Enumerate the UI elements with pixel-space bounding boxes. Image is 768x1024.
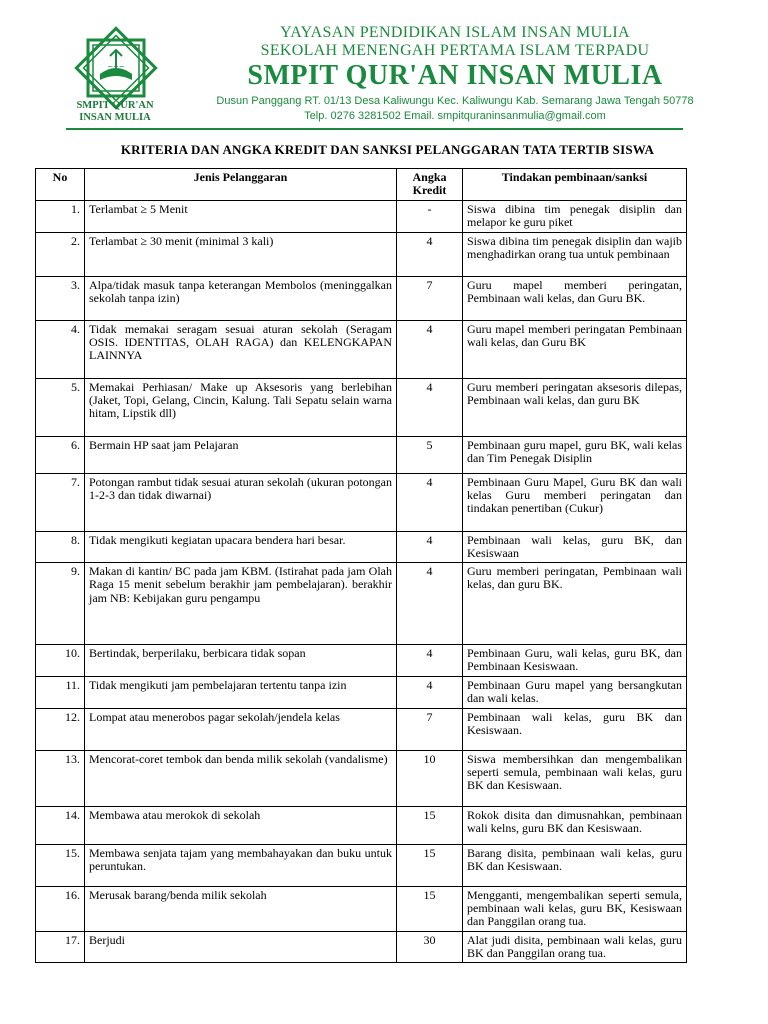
cell-kredit: -: [397, 200, 463, 232]
cell-no: 6.: [36, 436, 85, 473]
cell-jenis: Mencorat-coret tembok dan benda milik sekolah (vandalisme): [85, 750, 397, 806]
school-address: Dusun Panggang RT. 01/13 Desa Kaliwungu Kec. Kaliwungu Kab. Semarang Jawa Tengah 50778: [216, 95, 694, 107]
cell-tindakan: Barang disita, pembinaan wali kelas, guru BK dan Kesiswaan.: [463, 844, 687, 886]
table-row: [36, 563, 687, 645]
cell-tindakan: Siswa membersihkan dan mengembalikan seperti semula, pembinaan wali kelas, guru BK dan Kesiswaan.: [463, 750, 687, 806]
cell-tindakan: Rokok disita dan dimusnahkan, pembinaan wali kelns, guru BK dan Kesiswaan.: [463, 806, 687, 844]
cell-kredit: 4: [397, 563, 463, 645]
cell-tindakan: Pembinaan wali kelas, guru BK, dan Kesiswaan: [463, 531, 687, 563]
cell-jenis: Tidak mengikuti kegiatan upacara bendera hari besar.: [85, 531, 397, 563]
table-header-row: [36, 169, 687, 201]
cell-tindakan: Guru mapel memberi peringatan, Pembinaan wali kelas, dan Guru BK.: [463, 276, 687, 320]
cell-jenis: Potongan rambut tidak sesuai aturan sekolah (ukuran potongan 1-2-3 dan tidak diwarnai): [85, 473, 397, 531]
cell-tindakan: Pembinaan Guru mapel yang bersangkutan dan wali kelas.: [463, 677, 687, 709]
cell-no: 7.: [36, 473, 85, 531]
cell-jenis: Makan di kantin/ BC pada jam KBM. (Istirahat pada jam Olah Raga 15 menit sebelum berakhir jam pembelajaran). berakhir jam NB: Kebijakan guru pengampu: [85, 563, 397, 645]
cell-jenis: Terlambat ≥ 5 Menit: [85, 200, 397, 232]
logo-caption: [52, 100, 178, 124]
header-divider: [66, 128, 683, 130]
cell-no: 16.: [36, 886, 85, 931]
table-row: [36, 232, 687, 276]
violation-table: [35, 168, 687, 963]
table-row: [36, 276, 687, 320]
school-name: SMPIT QUR'AN INSAN MULIA: [247, 60, 663, 91]
table-row: [36, 886, 687, 931]
cell-kredit: 10: [397, 750, 463, 806]
cell-no: 9.: [36, 563, 85, 645]
cell-kredit: 30: [397, 931, 463, 963]
cell-tindakan: Pembinaan Guru Mapel, Guru BK dan wali kelas Guru memberi peringatan dan tindakan penertiban (Cukur): [463, 473, 687, 531]
cell-kredit: 4: [397, 531, 463, 563]
cell-tindakan: Guru memberi peringatan aksesoris dilepas, Pembinaan wali kelas, dan guru BK: [463, 378, 687, 436]
table-row: [36, 473, 687, 531]
cell-kredit: 4: [397, 645, 463, 677]
cell-jenis: Lompat atau menerobos pagar sekolah/jendela kelas: [85, 708, 397, 750]
table-row: [36, 844, 687, 886]
header-tindakan: Tindakan pembinaan/sanksi: [463, 169, 687, 201]
cell-kredit: 4: [397, 232, 463, 276]
logo-caption-line2: INSAN MULIA: [79, 112, 151, 123]
header-jenis: Jenis Pelanggaran: [85, 169, 397, 201]
table-row: [36, 378, 687, 436]
cell-no: 2.: [36, 232, 85, 276]
cell-kredit: 15: [397, 844, 463, 886]
table-row: [36, 677, 687, 709]
cell-tindakan: Pembinaan Guru, wali kelas, guru BK, dan Pembinaan Kesiswaan.: [463, 645, 687, 677]
cell-kredit: 15: [397, 806, 463, 844]
header-no: No: [36, 169, 85, 201]
cell-no: 8.: [36, 531, 85, 563]
cell-jenis: Membawa senjata tajam yang membahayakan dan buku untuk peruntukan.: [85, 844, 397, 886]
cell-jenis: Berjudi: [85, 931, 397, 963]
table-row: [36, 708, 687, 750]
header-kredit: Angka Kredit: [397, 169, 463, 201]
cell-no: 5.: [36, 378, 85, 436]
cell-tindakan: Guru mapel memberi peringatan Pembinaan wali kelas, dan Guru BK: [463, 320, 687, 378]
cell-no: 12.: [36, 708, 85, 750]
cell-kredit: 4: [397, 378, 463, 436]
cell-no: 13.: [36, 750, 85, 806]
cell-jenis: Merusak barang/benda milik sekolah: [85, 886, 397, 931]
cell-jenis: Membawa atau merokok di sekolah: [85, 806, 397, 844]
cell-no: 10.: [36, 645, 85, 677]
cell-no: 11.: [36, 677, 85, 709]
cell-jenis: Bertindak, berperilaku, berbicara tidak sopan: [85, 645, 397, 677]
cell-jenis: Memakai Perhiasan/ Make up Aksesoris yang berlebihan (Jaket, Topi, Gelang, Cincin, Kalung. Tali Sepatu selain warna hitam, Lipstik dll): [85, 378, 397, 436]
cell-kredit: 7: [397, 708, 463, 750]
cell-kredit: 5: [397, 436, 463, 473]
table-row: [36, 436, 687, 473]
table-row: [36, 645, 687, 677]
cell-jenis: Tidak memakai seragam sesuai aturan sekolah (Seragam OSIS. IDENTITAS, OLAH RAGA) dan KELENGKAPAN LAINNYA: [85, 320, 397, 378]
cell-tindakan: Siswa dibina tim penegak disiplin dan wajib menghadirkan orang tua untuk pembinaan: [463, 232, 687, 276]
cell-jenis: Alpa/tidak masuk tanpa keterangan Membolos (meninggalkan sekolah tanpa izin): [85, 276, 397, 320]
table-row: [36, 200, 687, 232]
cell-kredit: 4: [397, 320, 463, 378]
cell-no: 1.: [36, 200, 85, 232]
cell-no: 15.: [36, 844, 85, 886]
cell-tindakan: Siswa dibina tim penegak disiplin dan melapor ke guru piket: [463, 200, 687, 232]
cell-tindakan: Pembinaan wali kelas, guru BK dan Kesiswaan.: [463, 708, 687, 750]
table-row: [36, 531, 687, 563]
cell-kredit: 7: [397, 276, 463, 320]
school-level: SEKOLAH MENENGAH PERTAMA ISLAM TERPADU: [260, 42, 650, 59]
cell-jenis: Tidak mengikuti jam pembelajaran tertentu tanpa izin: [85, 677, 397, 709]
school-contact: Telp. 0276 3281502 Email. smpitquraninsanmulia@gmail.com: [304, 110, 606, 122]
svg-text:~~~: ~~~: [107, 63, 125, 71]
cell-jenis: Terlambat ≥ 30 menit (minimal 3 kali): [85, 232, 397, 276]
cell-no: 14.: [36, 806, 85, 844]
cell-no: 3.: [36, 276, 85, 320]
table-row: [36, 806, 687, 844]
foundation-name: YAYASAN PENDIDIKAN ISLAM INSAN MULIA: [280, 24, 630, 41]
cell-kredit: 15: [397, 886, 463, 931]
logo-caption-line1: SMPIT QUR'AN: [76, 100, 154, 111]
cell-tindakan: Mengganti, mengembalikan seperti semula, pembinaan wali kelas, guru BK, Kesiswaan dan Panggilan orang tua.: [463, 886, 687, 931]
document-title: KRITERIA DAN ANGKA KREDIT DAN SANKSI PELANGGARAN TATA TERTIB SISWA: [120, 142, 655, 157]
table-row: [36, 931, 687, 963]
cell-no: 4.: [36, 320, 85, 378]
cell-kredit: 4: [397, 473, 463, 531]
table-row: [36, 750, 687, 806]
cell-tindakan: Pembinaan guru mapel, guru BK, wali kelas dan Tim Penegak Disiplin: [463, 436, 687, 473]
table-row: [36, 320, 687, 378]
cell-tindakan: Guru memberi peringatan, Pembinaan wali kelas, dan guru BK.: [463, 563, 687, 645]
cell-jenis: Bermain HP saat jam Pelajaran: [85, 436, 397, 473]
cell-kredit: 4: [397, 677, 463, 709]
cell-no: 17.: [36, 931, 85, 963]
cell-tindakan: Alat judi disita, pembinaan wali kelas, guru BK dan Panggilan orang tua.: [463, 931, 687, 963]
